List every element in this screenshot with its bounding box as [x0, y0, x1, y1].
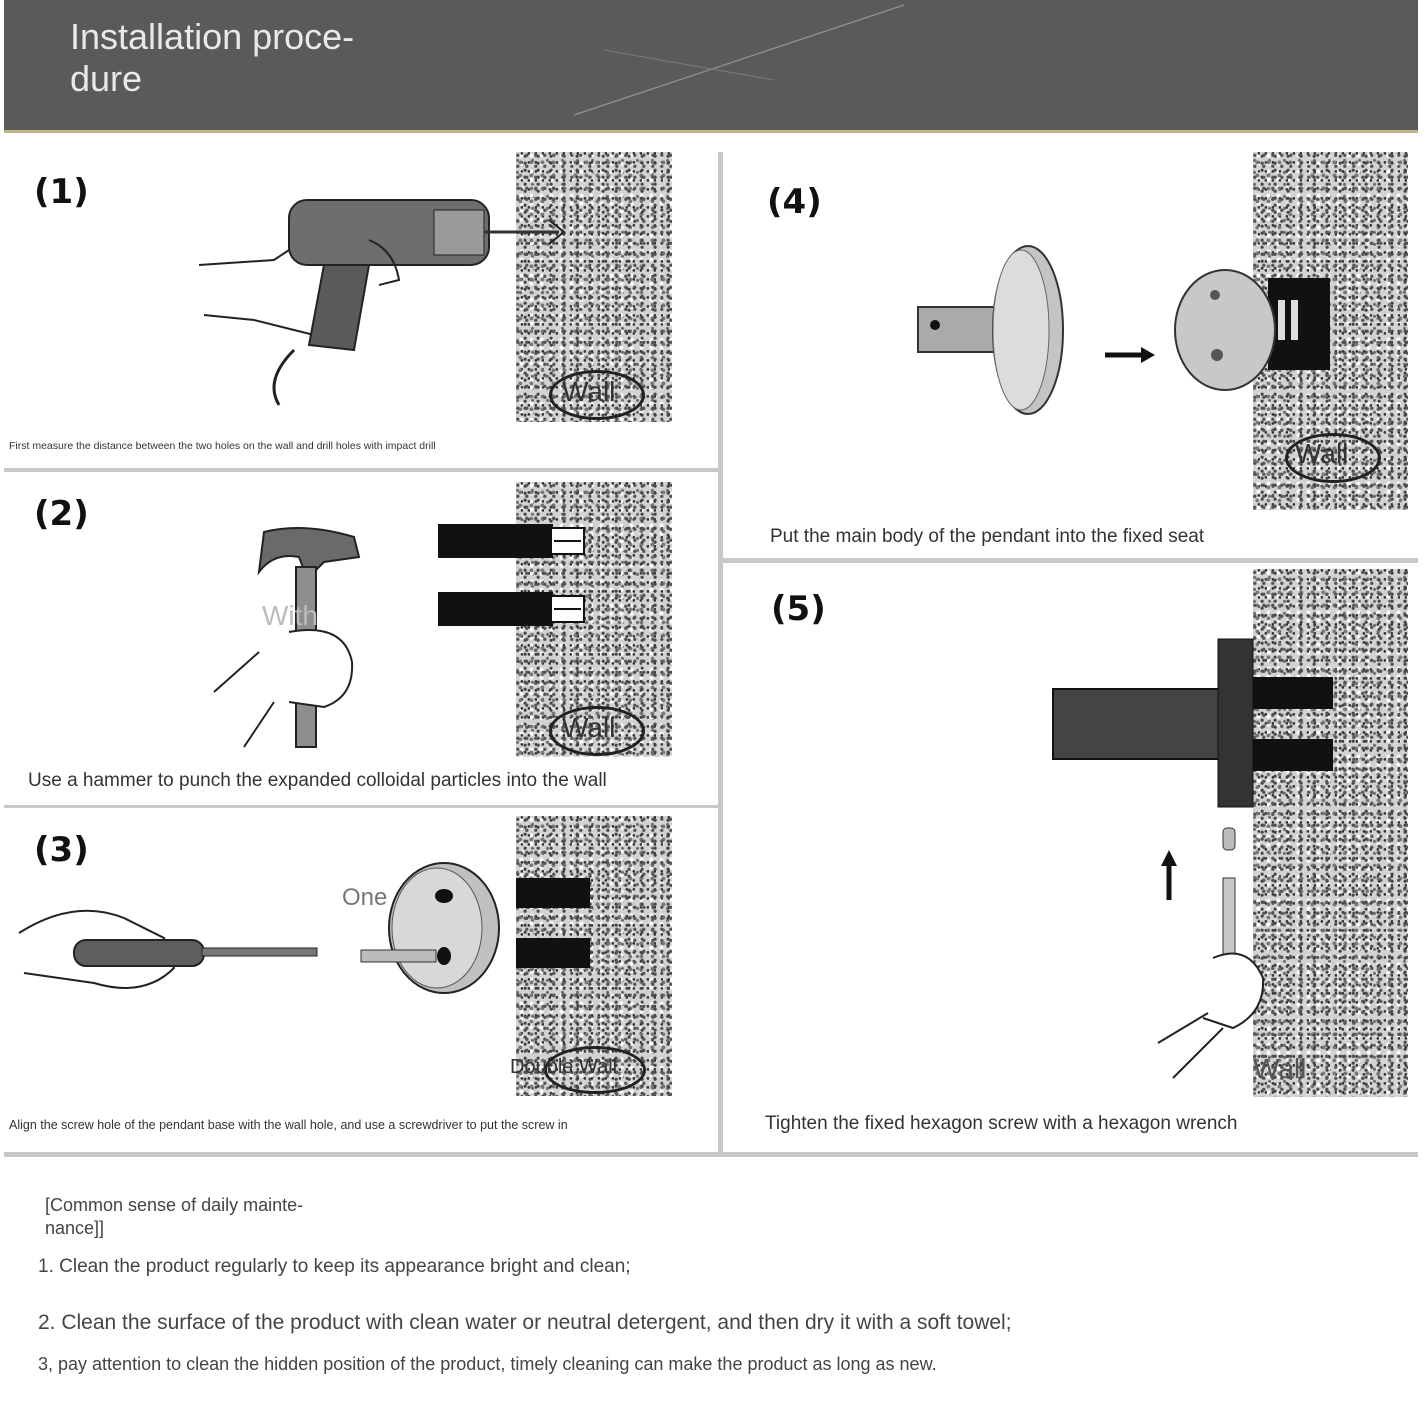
- step-3-extra-label: One: [342, 884, 388, 911]
- anchor-plugs: [436, 522, 596, 632]
- step-4-number: (4): [767, 182, 822, 222]
- step-1-wall-label: Wall: [562, 376, 616, 407]
- step-3-number: (3): [34, 830, 89, 870]
- step-4-wall-label: Wall: [1295, 438, 1349, 469]
- pendant-body-illustration: [913, 245, 1073, 420]
- step-4-panel: [723, 150, 1418, 563]
- drill-illustration: [194, 180, 574, 410]
- step-2-caption: Use a hammer to punch the expanded colloidal particles into the wall: [28, 770, 607, 791]
- decorative-streak: [564, 0, 924, 130]
- step-2-extra-label: With: [262, 600, 318, 631]
- maintenance-item-1: 1. Clean the product regularly to keep its appearance bright and clean;: [38, 1256, 631, 1277]
- step-2-wall-label: Wall: [562, 712, 616, 743]
- installed-pendant-illustration: [1053, 637, 1338, 812]
- maintenance-item-2: 2. Clean the surface of the product with clean water or neutral detergent, and then dry it with a soft towel;: [38, 1311, 1012, 1334]
- step-5-wall-label: Wall: [1253, 1053, 1307, 1084]
- pendant-base-illustration: [359, 858, 509, 998]
- screwdriver-illustration: [14, 898, 324, 1008]
- page-title: Installation proce- dure: [70, 16, 355, 99]
- hex-wrench-illustration: [1153, 828, 1273, 1088]
- step-4-caption: Put the main body of the pendant into the fixed seat: [770, 526, 1205, 547]
- mounted-seat-illustration: [1173, 270, 1338, 395]
- step-5-panel: [723, 563, 1418, 1152]
- step-3-panel: [4, 808, 718, 1157]
- maintenance-item-3: 3, pay attention to clean the hidden position of the product, timely cleaning can make the product as long as new.: [38, 1354, 937, 1374]
- step-5-number: (5): [771, 589, 826, 629]
- step-2-number: (2): [34, 494, 89, 534]
- step-1-caption: First measure the distance between the two holes on the wall and drill holes with impact drill: [9, 440, 436, 452]
- step-1-number: (1): [34, 172, 89, 212]
- step-3-caption: Align the screw hole of the pendant base with the wall hole, and use a screwdriver to put the screw in: [9, 1118, 568, 1132]
- step-3-wall-label: Double Wall: [510, 1056, 618, 1078]
- maintenance-heading: [Common sense of daily mainte- nance]]: [45, 1195, 304, 1238]
- header-banner: [4, 0, 1418, 133]
- step-5-caption: Tighten the fixed hexagon screw with a hexagon wrench: [765, 1113, 1238, 1134]
- step-1-panel: [4, 150, 718, 473]
- hammer-illustration: [204, 522, 374, 752]
- step-2-panel: [4, 472, 718, 810]
- wall-holes: [516, 878, 596, 978]
- arrow-right-icon: [1103, 345, 1158, 365]
